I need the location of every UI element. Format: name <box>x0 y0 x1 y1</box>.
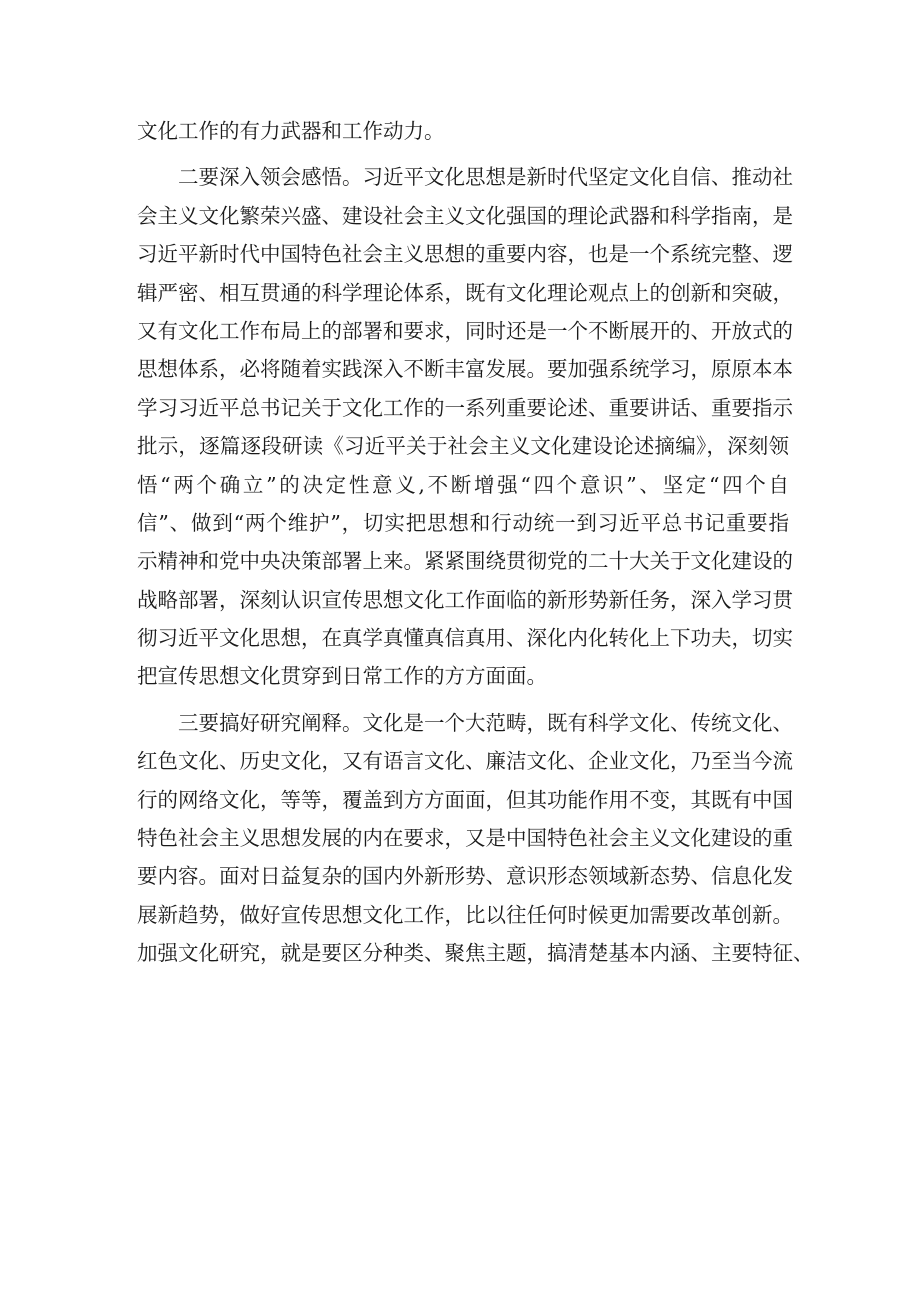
text-line: 信”、做到“两个维护”，切实把思想和行动统一到习近平总书记重要指 <box>137 510 789 535</box>
text-line: 行的网络文化，等等，覆盖到方方面面，但其功能作用不变，其既有中国 <box>137 787 793 812</box>
text-line: 特色社会主义思想发展的内在要求，又是中国特色社会主义文化建设的重 <box>137 826 793 851</box>
text-line: 加强文化研究，就是要区分种类、聚焦主题，搞清楚基本内涵、主要特征、 <box>137 941 814 966</box>
text-line: 战略部署，深刻认识宣传思想文化工作面临的新形势新任务，深入学习贯 <box>137 587 793 612</box>
paragraph-1 <box>137 112 789 150</box>
paragraph-gap <box>137 150 789 158</box>
text-line: 展新趋势，做好宣传思想文化工作，比以往任何时候更加需要改革创新。 <box>137 902 793 927</box>
text-line: 辑严密、相互贯通的科学理论体系，既有文化理论观点上的创新和突破， <box>137 280 793 305</box>
text-line: 彻习近平文化思想，在真学真懂真信真用、深化内化转化上下功夫，切实 <box>137 626 793 651</box>
text-line: 又有文化工作布局上的部署和要求，同时还是一个不断展开的、开放式的 <box>137 318 793 343</box>
text-line: 悟“两个确立”的决定性意义,不断增强“四个意识”、坚定“四个自 <box>137 472 789 497</box>
text-line: 文化工作的有力武器和工作动力。 <box>137 119 445 143</box>
document-body <box>137 112 814 973</box>
paragraph-3 <box>137 704 814 973</box>
text-line: 示精神和党中央决策部署上来。紧紧围绕贯彻党的二十大关于文化建设的 <box>137 549 793 574</box>
text-line: 要内容。面对日益复杂的国内外新形势、意识形态领域新态势、信息化发 <box>137 864 793 889</box>
text-line: 把宣传思想文化贯穿到日常工作的方方面面。 <box>137 664 547 689</box>
text-line: 思想体系，必将随着实践深入不断丰富发展。要加强系统学习，原原本本 <box>137 357 793 382</box>
text-line: 批示，逐篇逐段研读《习近平关于社会主义文化建设论述摘编》，深刻领 <box>137 434 789 459</box>
text-line: 二要深入领会感悟。习近平文化思想是新时代坚定文化自信、推动社 <box>178 165 793 190</box>
text-line: 红色文化、历史文化，又有语言文化、廉洁文化、企业文化，乃至当今流 <box>137 749 793 774</box>
text-line: 习近平新时代中国特色社会主义思想的重要内容，也是一个系统完整、逻 <box>137 242 793 267</box>
text-line: 会主义文化繁荣兴盛、建设社会主义文化强国的理论武器和科学指南，是 <box>137 203 793 228</box>
text-line: 三要搞好研究阐释。文化是一个大范畴，既有科学文化、传统文化、 <box>178 710 793 735</box>
paragraph-gap <box>137 696 789 704</box>
text-line: 学习习近平总书记关于文化工作的一系列重要论述、重要讲话、重要指示 <box>137 395 793 420</box>
paragraph-2 <box>137 158 793 695</box>
